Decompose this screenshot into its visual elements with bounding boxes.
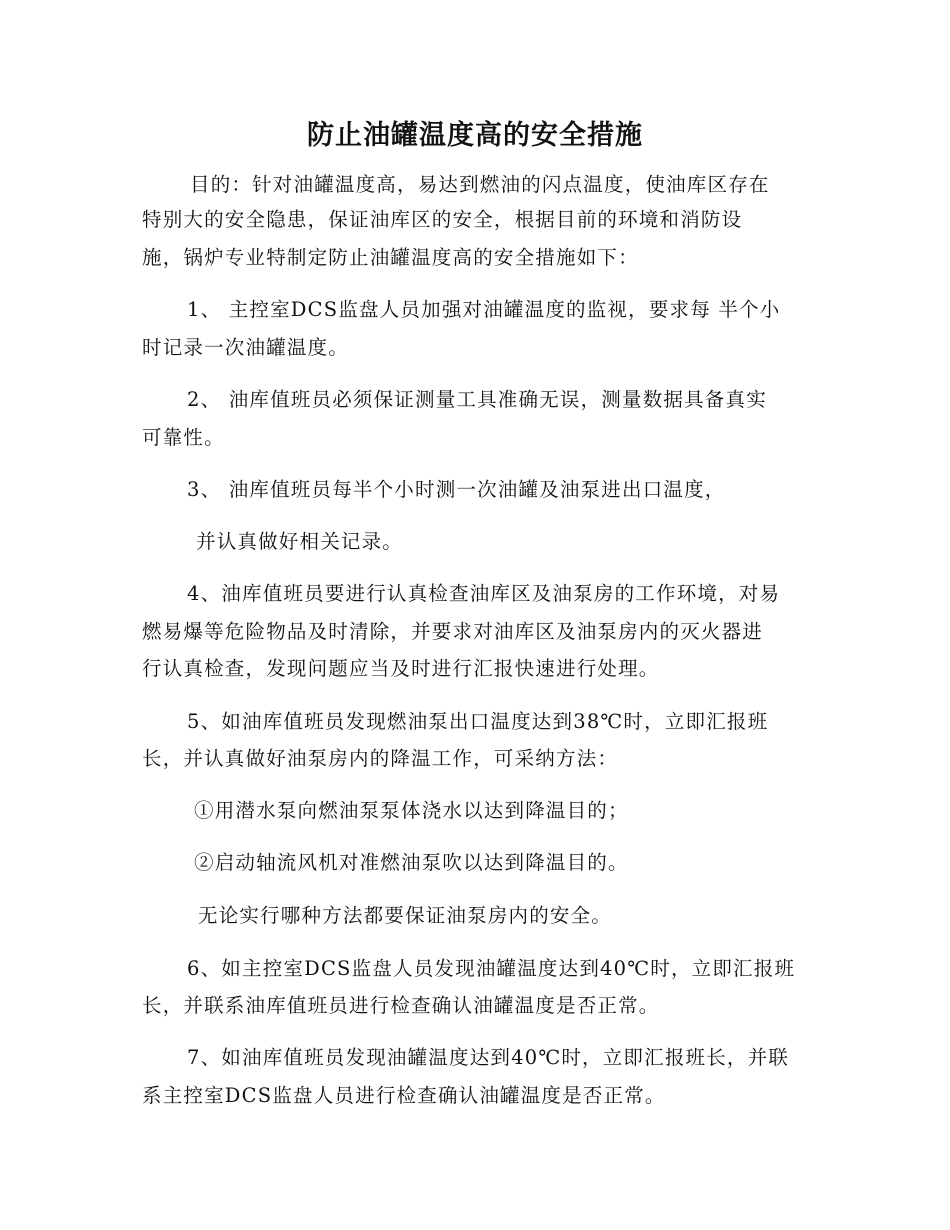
paragraph-line: 行认真检查，发现问题应当及时进行汇报快速进行处理。: [142, 657, 660, 680]
paragraph-line: 7、如油库值班员发现油罐温度达到40℃时，立即汇报班长，并联: [187, 1046, 790, 1069]
paragraph-line: 燃易爆等危险物品及时清除，并要求对油库区及油泵房内的灭火器进: [142, 620, 764, 643]
paragraph-line: 1、 主控室DCS监盘人员加强对油罐温度的监视，要求每 半个小: [187, 298, 781, 321]
paragraph-line: 特别大的安全隐患，保证油库区的安全，根据目前的环境和消防设: [142, 208, 743, 231]
paragraph-line: 目的：针对油罐温度高，易达到燃油的闪点温度，使油库区存在: [190, 173, 770, 196]
paragraph-line: 无论实行哪种方法都要保证油泵房内的安全。: [198, 904, 613, 927]
paragraph-line: 5、如油库值班员发现燃油泵出口温度达到38℃时，立即汇报班: [187, 710, 769, 733]
list-item: ②启动轴流风机对准燃油泵吹以达到降温目的。: [194, 851, 629, 874]
paragraph-line: 并认真做好相关记录。: [196, 530, 404, 553]
paragraph-line: 可靠性。: [142, 426, 225, 449]
paragraph-line: 长，并联系油库值班员进行检查确认油罐温度是否正常。: [142, 994, 660, 1017]
paragraph-line: 长，并认真做好油泵房内的降温工作，可采纳方法：: [142, 747, 619, 770]
paragraph-line: 6、如主控室DCS监盘人员发现油罐温度达到40℃时，立即汇报班: [187, 957, 796, 980]
paragraph-line: 时记录一次油罐温度。: [142, 336, 350, 359]
list-item: ①用潜水泵向燃油泵泵体浇水以达到降温目的；: [194, 799, 629, 822]
document-title: 防止油罐温度高的安全措施: [307, 120, 643, 151]
paragraph-line: 系主控室DCS监盘人员进行检查确认油罐温度是否正常。: [142, 1084, 666, 1107]
paragraph-line: 施，锅炉专业特制定防止油罐温度高的安全措施如下：: [142, 246, 639, 269]
paragraph-line: 3、 油库值班员每半个小时测一次油罐及油泵进出口温度，: [187, 478, 726, 501]
paragraph-line: 4、油库值班员要进行认真检查油库区及油泵房的工作环境，对易: [187, 582, 781, 605]
paragraph-line: 2、 油库值班员必须保证测量工具准确无误，测量数据具备真实: [187, 388, 767, 411]
